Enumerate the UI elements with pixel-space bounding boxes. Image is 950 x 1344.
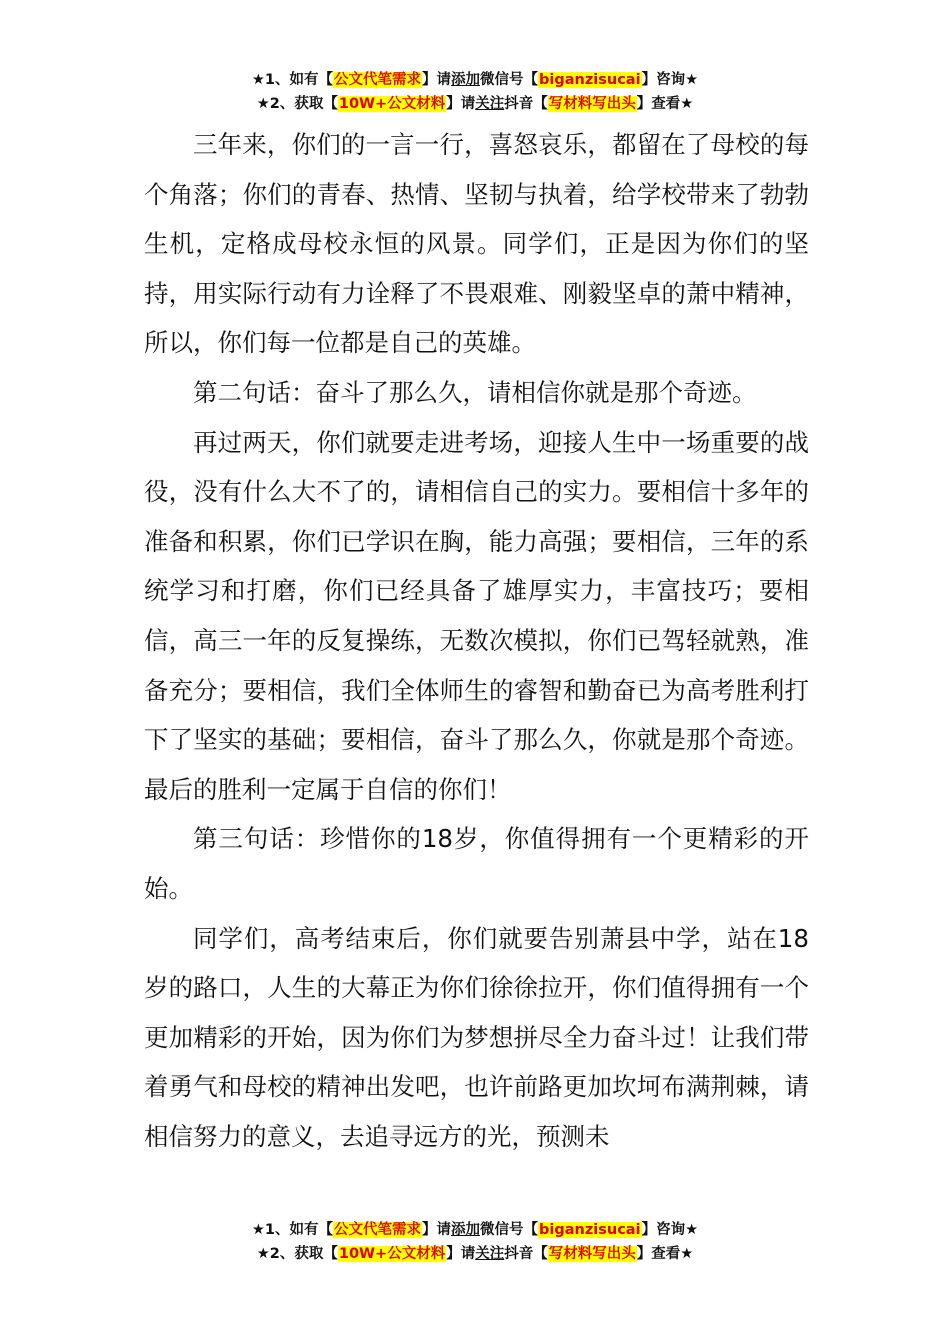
banner-underlined-text: 关注 [475,1246,505,1262]
paragraph: 三年来，你们的一言一行，喜怒哀乐，都留在了母校的每个角落；你们的青春、热情、坚韧与执着，给学校带来了勃勃生机，定格成母校永恒的风景。同学们，正是因为你们的坚持，用实际行动有力诠释了不畏艰难、刚毅坚卓的萧中精神，所以，你们每一位都是自己的英雄。 [144,130,809,358]
banner-text: 抖音【 [504,96,548,112]
banner-text: 微信号【 [480,72,539,88]
banner-text: 】请 [446,1246,476,1262]
banner-highlight-wechat-id: biganzisucai [539,72,641,88]
banner-highlight-wechat-id: biganzisucai [539,1222,641,1238]
banner-text: 】咨询★ [641,1222,699,1238]
banner-text: 】咨询★ [641,72,699,88]
banner-text: 抖音【 [504,1246,548,1262]
banner-highlight-writing-service: 公文代笔需求 [334,72,422,88]
banner-text: 】请 [422,1222,452,1238]
banner-text: ★1、如有【 [251,1222,334,1238]
banner-text: ★2、获取【 [256,1246,338,1262]
banner-text: 】查看★ [636,1246,694,1262]
banner-text: 微信号【 [480,1222,539,1238]
document-body [144,120,809,1161]
banner-underlined-text: 添加 [451,1222,481,1238]
paragraph: 再过两天，你们就要走进考场，迎接人生中一场重要的战役，没有什么大不了的，请相信自己的实力。要相信十多年的准备和积累，你们已学识在胸，能力高强；要相信，三年的系统学习和打磨，你们已经具备了雄厚实力，丰富技巧；要相信，高三一年的反复操练，无数次模拟，你们已驾轻就熟，准备充分；要相信，我们全体师生的睿智和勤奋已为高考胜利打下了坚实的基础；要相信，奋斗了那么久，你就是那个奇迹。最后的胜利一定属于自信的你们！ [144,427,809,804]
header-banner [0,68,950,116]
banner-highlight-materials: 10W+公文材料 [338,96,446,112]
banner-underlined-text: 添加 [451,72,481,88]
banner-highlight-douyin-account: 写材料写出头 [548,1246,636,1262]
banner-text: ★1、如有【 [251,72,334,88]
banner-line-2 [0,1242,950,1266]
banner-text: ★2、获取【 [256,96,338,112]
banner-line-2 [0,92,950,116]
footer-banner [0,1218,950,1266]
banner-highlight-materials: 10W+公文材料 [338,1246,446,1262]
banner-highlight-douyin-account: 写材料写出头 [548,96,636,112]
banner-highlight-writing-service: 公文代笔需求 [334,1222,422,1238]
banner-line-1 [0,1218,950,1242]
paragraph-heading-second-sentence: 第二句话：奋斗了那么久，请相信你就是那个奇迹。 [193,377,757,407]
banner-line-1 [0,68,950,92]
banner-text: 】请 [422,72,452,88]
paragraph-heading-third-sentence: 第三句话：珍惜你的18岁，你值得拥有一个更精彩的开始。 [144,824,809,903]
banner-text: 】请 [446,96,476,112]
banner-text: 】查看★ [636,96,694,112]
paragraph: 同学们，高考结束后，你们就要告别萧县中学，站在18岁的路口，人生的大幕正为你们徐徐拉开，你们值得拥有一个更加精彩的开始，因为你们为梦想拼尽全力奋斗过！让我们带着勇气和母校的精神出发吧，也许前路更加坎坷布满荆棘，请相信努力的意义，去追寻远方的光，预测未 [144,923,809,1151]
banner-underlined-text: 关注 [475,96,505,112]
